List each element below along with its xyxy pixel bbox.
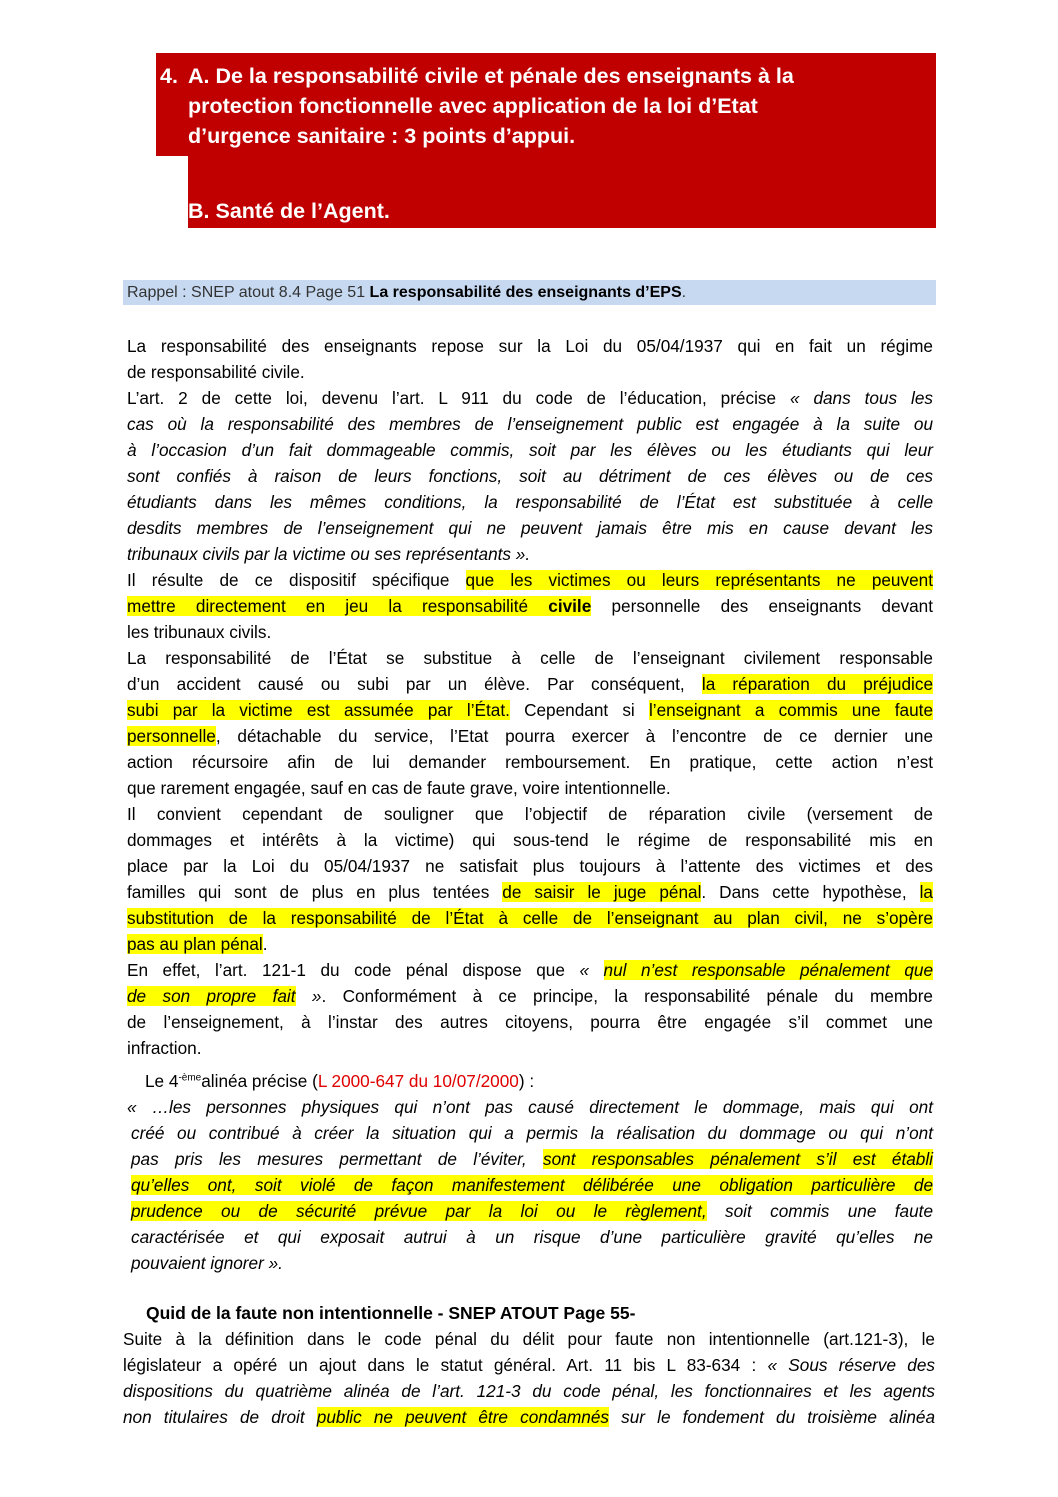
paragraph-line bbox=[123, 1352, 935, 1378]
highlighted-run: l’enseignant a commis une faute bbox=[648, 700, 934, 720]
paragraph-line bbox=[127, 879, 933, 905]
text-run: En effet, l’art. 121-1 du code pénal dispose que bbox=[127, 960, 580, 980]
section-title-banner bbox=[156, 53, 936, 228]
paragraph-line: place par la Loi du 05/04/1937 ne satisfait plus toujours à l’attente des victimes et des bbox=[127, 856, 933, 876]
quote-line: étudiants dans les mêmes conditions, la responsabilité de l’État est substituée à celle bbox=[127, 492, 933, 512]
banner-title-line-2: protection fonctionnelle avec application de la loi d’Etat bbox=[188, 94, 758, 118]
paragraph-line bbox=[127, 723, 933, 749]
text-run: législateur a opéré un ajout dans le statut général. Art. 11 bis L 83-634 : bbox=[123, 1355, 768, 1375]
highlighted-bold-run: civile bbox=[548, 596, 592, 616]
superscript: -ème bbox=[178, 1072, 202, 1084]
paragraph-line bbox=[127, 931, 933, 957]
paragraph-line: La responsabilité de l’État se substitue à celle de l’enseignant civilement responsable bbox=[127, 648, 933, 668]
law-reference: L 2000-647 du 10/07/2000 bbox=[317, 1071, 519, 1091]
quote-run: « bbox=[579, 960, 604, 980]
subheading: Quid de la faute non intentionnelle - SNEP ATOUT Page 55- bbox=[146, 1303, 636, 1323]
quote-line: pouvaient ignorer ». bbox=[131, 1253, 283, 1273]
quote-line: sont confiés à raison de leurs fonctions, soit au détriment de ces élèves ou de ces bbox=[127, 466, 933, 486]
quote-run: » bbox=[295, 986, 322, 1006]
rappel-reference-bar bbox=[123, 280, 936, 305]
quote-run: pas pris les mesures permettant de l’éviter, bbox=[131, 1149, 543, 1169]
quote-line: créé ou contribué à créer la situation qui a permis la réalisation du dommage ou qui n’ont bbox=[131, 1123, 933, 1143]
quote-run: soit commis une faute bbox=[706, 1201, 933, 1221]
highlighted-run: la bbox=[919, 882, 933, 902]
highlighted-run: la réparation du préjudice bbox=[701, 674, 933, 694]
text-run: ) : bbox=[518, 1071, 535, 1091]
quote-line bbox=[131, 1172, 933, 1198]
highlighted-quote-run: qu’elles ont, soit violé de façon manifestement délibérée une obligation particulière de bbox=[131, 1175, 933, 1195]
quote-line: à l’occasion d’un fait dommageable commis, soit par les élèves ou les étudiants qui leur bbox=[127, 440, 933, 460]
highlighted-quote-run: de son propre fait bbox=[127, 986, 296, 1006]
banner-subtitle: B. Santé de l’Agent. bbox=[188, 199, 390, 223]
banner-title-line-1: A. De la responsabilité civile et pénale des enseignants à la bbox=[188, 64, 794, 88]
text-run: alinéa précise ( bbox=[201, 1071, 318, 1091]
quote-line: dispositions du quatrième alinéa de l’art. 121-3 du code pénal, les fonctionnaires et les agents bbox=[123, 1381, 935, 1401]
highlighted-quote-run: sont responsables pénalement s’il est établi bbox=[543, 1149, 933, 1169]
rappel-prefix: Rappel : SNEP atout 8.4 Page 51 bbox=[127, 284, 370, 301]
quote-line: caractérisée et qui exposait autrui à un risque d’une particulière gravité qu’elles ne bbox=[131, 1227, 933, 1247]
paragraph-line bbox=[145, 1068, 935, 1094]
paragraph-line: La responsabilité des enseignants repose sur la Loi du 05/04/1937 qui en fait un régime bbox=[127, 336, 933, 356]
paragraph-line: dommages et intérêts à la victime) qui sous-tend le régime de responsabilité mis en bbox=[127, 830, 933, 850]
paragraph-line bbox=[127, 385, 933, 411]
paragraph-line: action récursoire afin de lui demander remboursement. En pratique, cette action n’est bbox=[127, 752, 933, 772]
paragraph-line bbox=[127, 593, 933, 619]
highlighted-run: personnelle bbox=[127, 726, 216, 746]
text-run: . Conformément à ce principe, la responsabilité pénale du membre bbox=[321, 986, 933, 1006]
text-run: personnelle des enseignants devant bbox=[591, 596, 933, 616]
highlighted-run: que les victimes ou leurs représentants ne peuvent bbox=[465, 570, 933, 590]
paragraph-line: Il convient cependant de souligner que l’objectif de réparation civile (versement de bbox=[127, 804, 933, 824]
paragraph-line bbox=[127, 905, 933, 931]
text-run: . bbox=[262, 934, 268, 954]
text-run: L’art. 2 de cette loi, devenu l’art. L 911 du code de l’éducation, précise bbox=[127, 388, 790, 408]
quote-run: non titulaires de droit bbox=[123, 1407, 317, 1427]
banner-title-line-3: d’urgence sanitaire : 3 points d’appui. bbox=[188, 124, 576, 148]
paragraph-line: Suite à la définition dans le code pénal du délit pour faute non intentionnelle (art.121-3), le bbox=[123, 1329, 935, 1349]
highlighted-quote-run: prudence ou de sécurité prévue par la loi ou le règlement, bbox=[131, 1201, 707, 1221]
text-run: d’un accident causé ou subi par un élève. Par conséquent, bbox=[127, 674, 702, 694]
paragraph-line bbox=[127, 697, 933, 723]
quote-line: tribunaux civils par la victime ou ses représentants ». bbox=[127, 544, 531, 564]
text-run: , détachable du service, l’Etat pourra exercer à l’encontre de ce dernier une bbox=[215, 726, 933, 746]
banner-notch bbox=[156, 156, 188, 228]
paragraph-line: que rarement engagée, sauf en cas de faute grave, voire intentionnelle. bbox=[127, 778, 671, 798]
text-run: . Dans cette hypothèse, bbox=[701, 882, 920, 902]
text-run: Il résulte de ce dispositif spécifique bbox=[127, 570, 466, 590]
paragraph-line bbox=[127, 983, 933, 1009]
quote-line: cas où la responsabilité des membres de l’enseignement public est engagée à la suite ou bbox=[127, 414, 933, 434]
section-number: 4. bbox=[160, 64, 178, 88]
highlighted-quote-run: nul n’est responsable pénalement que bbox=[603, 960, 934, 980]
quote-run: « Sous réserve des bbox=[767, 1355, 935, 1375]
highlighted-run: pas au plan pénal bbox=[127, 934, 263, 954]
rappel-title: La responsabilité des enseignants d’EPS bbox=[369, 284, 682, 301]
paragraph-line bbox=[127, 567, 933, 593]
text-run: Cependant si bbox=[509, 700, 649, 720]
text-run: Le 4 bbox=[145, 1071, 179, 1091]
paragraph-line bbox=[127, 957, 933, 983]
highlighted-run: substitution de la responsabilité de l’État à celle de l’enseignant au plan civil, ne s’opère bbox=[127, 908, 933, 928]
quote-line bbox=[131, 1146, 933, 1172]
quote-line bbox=[131, 1198, 933, 1224]
paragraph-line bbox=[127, 671, 933, 697]
highlighted-run: mettre directement en jeu la responsabilité bbox=[127, 596, 549, 616]
quote-line bbox=[123, 1404, 935, 1430]
text-run: familles qui sont de plus en plus tentées bbox=[127, 882, 503, 902]
paragraph-line: de responsabilité civile. bbox=[127, 362, 305, 382]
quote-line: « …les personnes physiques qui n’ont pas causé directement le dommage, mais qui ont bbox=[127, 1097, 933, 1117]
paragraph-line: infraction. bbox=[127, 1038, 202, 1058]
quote-run: sur le fondement du troisième alinéa bbox=[609, 1407, 936, 1427]
paragraph-line: de l’enseignement, à l’instar des autres citoyens, pourra être engagée s’il commet une bbox=[127, 1012, 933, 1032]
rappel-suffix: . bbox=[681, 284, 687, 301]
paragraph-line: les tribunaux civils. bbox=[127, 622, 272, 642]
highlighted-run: subi par la victime est assumée par l’État. bbox=[127, 700, 510, 720]
quote-line: desdits membres de l’enseignement qui ne peuvent jamais être mis en cause devant les bbox=[127, 518, 933, 538]
highlighted-quote-run: public ne peuvent être condamnés bbox=[316, 1407, 609, 1427]
quote-run: « dans tous les bbox=[789, 388, 933, 408]
highlighted-run: de saisir le juge pénal bbox=[502, 882, 702, 902]
